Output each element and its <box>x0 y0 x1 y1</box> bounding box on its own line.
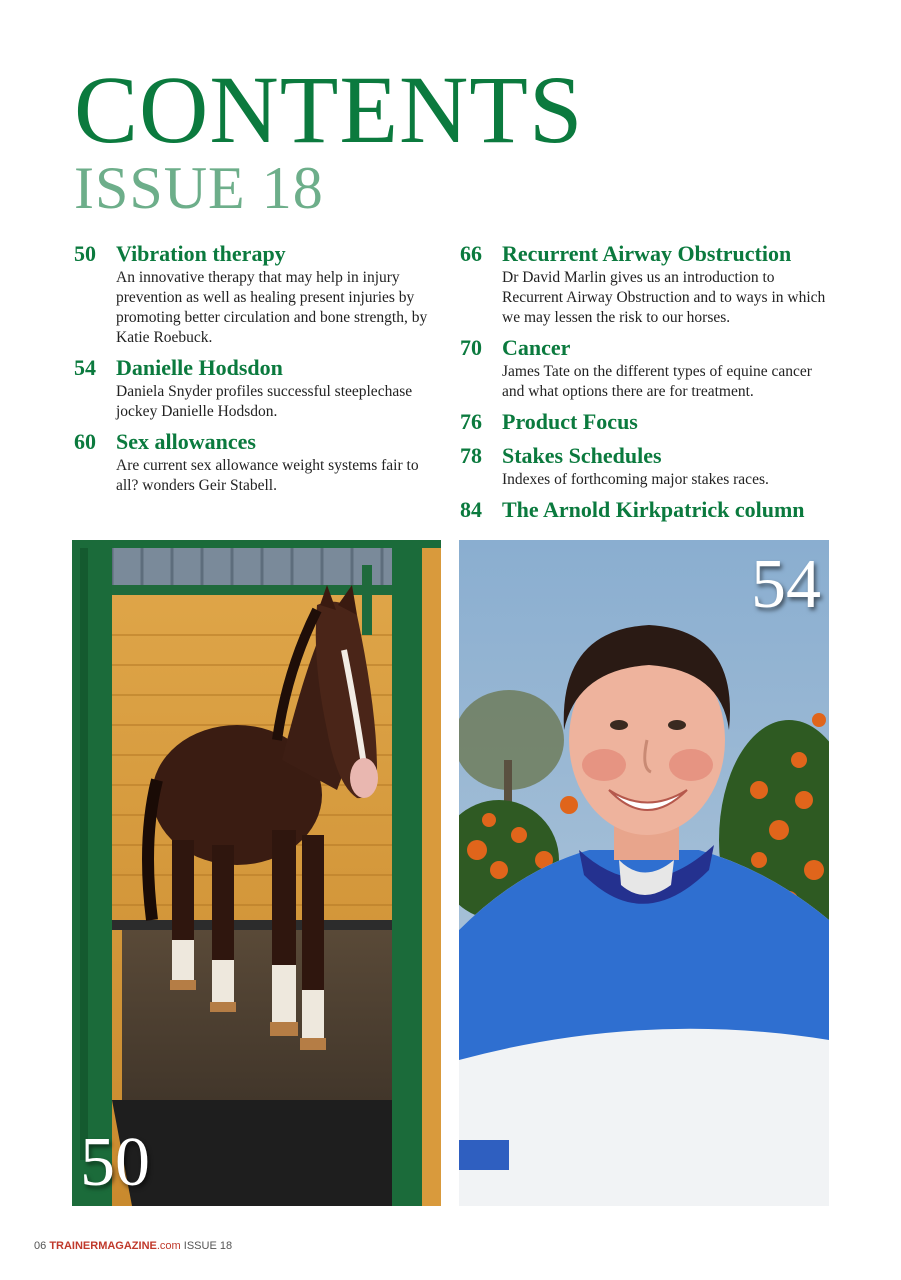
contents-entry[interactable] <box>460 240 830 328</box>
entry-description: Dr David Marlin gives us an introduction to Recurrent Airway Obstruction and to ways in which we may lessen the risk to our horses. <box>502 269 826 326</box>
footer-domain[interactable]: .com <box>156 1240 181 1252</box>
jockey-portrait-photo <box>459 540 829 1206</box>
entry-page-number: 70 <box>460 335 482 360</box>
entry-page-number: 66 <box>460 241 482 266</box>
entry-title: Product Focus <box>502 409 638 434</box>
contents-entry[interactable] <box>74 354 444 422</box>
horse-illustration <box>72 540 441 1206</box>
entry-description: An innovative therapy that may help in injury prevention as well as healing present injuries by promoting better circulation and bone strength, by Katie Roebuck. <box>116 269 428 346</box>
contents-entry[interactable] <box>74 240 444 348</box>
footer-brand[interactable]: TRAINERMAGAZINE <box>49 1240 157 1252</box>
entry-description: Are current sex allowance weight systems fair to all? wonders Geir Stabell. <box>116 457 419 494</box>
entry-title: Stakes Schedules <box>502 443 662 468</box>
entry-page-number: 84 <box>460 497 482 522</box>
entry-title: Recurrent Airway Obstruction <box>502 241 792 266</box>
entry-description: Indexes of forthcoming major stakes races. <box>502 471 769 488</box>
page-title: CONTENTS <box>74 56 584 163</box>
entry-title: Danielle Hodsdon <box>116 355 283 380</box>
jockey-illustration <box>459 540 829 1206</box>
entry-page-number: 76 <box>460 409 482 434</box>
entry-description: James Tate on the different types of equine cancer and what options there are for treatment. <box>502 363 812 400</box>
contents-entry[interactable] <box>460 408 830 436</box>
page-footer <box>34 1240 232 1252</box>
footer-page-number: 06 <box>34 1240 47 1252</box>
page-badge-50: 50 <box>80 1124 150 1201</box>
entry-title: Cancer <box>502 335 571 360</box>
entry-page-number: 60 <box>74 429 96 454</box>
page-badge-54: 54 <box>751 546 821 623</box>
entry-title: Sex allowances <box>116 429 256 454</box>
horse-stable-photo <box>72 540 441 1206</box>
entry-page-number: 78 <box>460 443 482 468</box>
contents-entry[interactable] <box>460 496 830 524</box>
entry-title: Vibration therapy <box>116 241 286 266</box>
entry-page-number: 54 <box>74 355 96 380</box>
contents-right-column <box>460 240 830 530</box>
entry-description: Daniela Snyder profiles successful steeplechase jockey Danielle Hodsdon. <box>116 383 413 420</box>
contents-entry[interactable] <box>74 428 444 496</box>
footer-issue: ISSUE 18 <box>183 1240 233 1252</box>
entry-page-number: 50 <box>74 241 96 266</box>
contents-entry[interactable] <box>460 334 830 402</box>
contents-entry[interactable] <box>460 442 830 490</box>
issue-subtitle: ISSUE 18 <box>74 155 324 221</box>
contents-left-column <box>74 240 444 502</box>
entry-title: The Arnold Kirkpatrick column <box>502 497 805 522</box>
